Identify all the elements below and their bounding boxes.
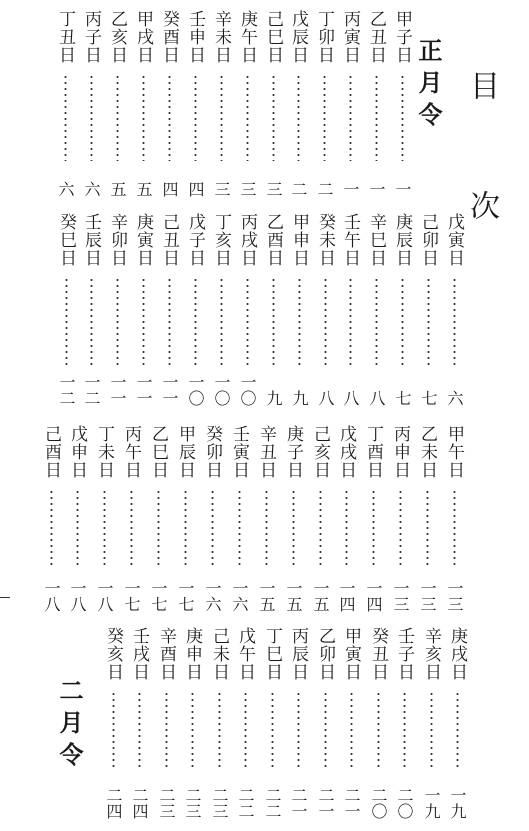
toc-entry-label: 癸丑日	[368, 627, 388, 681]
toc-entry[interactable]	[54, 10, 76, 196]
toc-entry[interactable]	[106, 213, 128, 406]
toc-entry[interactable]	[420, 627, 442, 819]
toc-entry[interactable]	[287, 627, 309, 819]
toc-entry[interactable]	[340, 627, 362, 819]
dot-leader	[220, 277, 223, 366]
toc-entry-label: 癸未日	[315, 213, 335, 267]
dot-leader	[112, 691, 115, 770]
toc-entry-page: 一三	[391, 580, 410, 612]
toc-entry-label: 壬寅日	[229, 425, 249, 479]
dot-leader	[401, 277, 404, 366]
toc-entry[interactable]	[106, 10, 128, 196]
toc-entry[interactable]	[389, 425, 411, 612]
toc-entry[interactable]	[158, 213, 180, 406]
toc-entry[interactable]	[367, 627, 389, 819]
toc-entry-page: 二	[315, 181, 334, 197]
toc-entry-label: 戊戌日	[336, 425, 356, 479]
toc-entry[interactable]	[236, 10, 258, 196]
toc-entry[interactable]	[393, 627, 415, 819]
toc-entry-label: 丙申日	[390, 425, 410, 479]
toc-entry-page: 一三	[418, 580, 437, 612]
toc-entry[interactable]	[391, 213, 413, 406]
toc-entry-page: 一〇	[238, 374, 257, 406]
toc-entry[interactable]	[416, 425, 438, 612]
dot-leader	[65, 277, 68, 366]
toc-entry[interactable]	[234, 627, 256, 819]
toc-entry-label: 壬戌日	[129, 627, 149, 681]
toc-entry-page: 二四	[130, 787, 149, 819]
toc-entry[interactable]	[174, 425, 196, 612]
toc-entry-label: 辛酉日	[156, 627, 176, 681]
dot-leader	[191, 691, 194, 770]
toc-entry[interactable]	[314, 627, 336, 819]
toc-entry-label: 乙酉日	[263, 213, 283, 267]
toc-entry-page: 一一	[134, 374, 153, 406]
margin-mark	[0, 597, 10, 598]
toc-entry[interactable]	[228, 425, 250, 612]
toc-entry-label: 甲午日	[444, 425, 464, 479]
dot-leader	[272, 74, 275, 161]
toc-entry-page: 一五	[284, 580, 303, 612]
toc-entry-page: 一六	[230, 580, 249, 612]
dot-leader	[426, 489, 429, 566]
toc-entry[interactable]	[261, 627, 283, 819]
toc-entry-page: 一五	[257, 580, 276, 612]
toc-entry-label: 壬辰日	[81, 213, 101, 267]
toc-entry-page: 一二	[82, 374, 101, 406]
toc-entry-label: 乙巳日	[148, 425, 168, 479]
toc-entry[interactable]	[236, 213, 258, 406]
dot-leader	[265, 489, 268, 566]
toc-entry-page: 九	[290, 390, 309, 406]
toc-entry-label: 戊寅日	[444, 213, 464, 267]
toc-entry-page: 七	[393, 390, 412, 406]
toc-entry-label: 辛巳日	[366, 213, 386, 267]
toc-entry-label: 辛未日	[211, 10, 231, 64]
toc-entry-page: 二	[289, 181, 308, 197]
toc-entry-label: 癸巳日	[56, 213, 76, 267]
dot-leader	[218, 691, 221, 770]
toc-entry-label: 丙戌日	[237, 213, 257, 267]
dot-leader	[130, 489, 133, 566]
toc-entry-label: 甲辰日	[175, 425, 195, 479]
toc-entry-label: 丁丑日	[55, 10, 75, 64]
toc-entry-label: 己亥日	[310, 425, 330, 479]
toc-entry[interactable]	[314, 213, 336, 406]
toc-entry-page: 七	[419, 390, 438, 406]
toc-entry[interactable]	[184, 10, 206, 196]
dot-leader	[142, 277, 145, 366]
toc-entry-page: 八	[316, 390, 335, 406]
toc-entry[interactable]	[288, 213, 310, 406]
toc-entry[interactable]	[208, 627, 230, 819]
toc-entry-label: 庚辰日	[392, 213, 412, 267]
toc-entry-page: 二二	[236, 787, 255, 819]
toc-entry-page: 五	[134, 181, 153, 197]
toc-entry-page: 一七	[122, 580, 141, 612]
toc-entry[interactable]	[255, 425, 277, 612]
toc-entry-label: 己巳日	[263, 10, 283, 64]
dot-leader	[90, 277, 93, 366]
month-heading-0: 正月令	[414, 38, 443, 134]
toc-entry-label: 戊辰日	[288, 10, 308, 64]
dot-leader	[272, 277, 275, 366]
toc-entry-page: 一三	[445, 580, 464, 612]
dot-leader	[244, 691, 247, 770]
toc-entry[interactable]	[102, 627, 124, 819]
dot-leader	[271, 691, 274, 770]
toc-entry[interactable]	[80, 10, 102, 196]
toc-entry-page: 一六	[203, 580, 222, 612]
toc-entry-page: 二三	[183, 787, 202, 819]
toc-entry-page: 一四	[364, 580, 383, 612]
toc-entry-page: 三	[264, 181, 283, 197]
dot-leader	[319, 489, 322, 566]
toc-entry-label: 庚子日	[283, 425, 303, 479]
toc-entry-label: 己酉日	[41, 425, 61, 479]
toc-entry-page: 一七	[149, 580, 168, 612]
dot-leader	[76, 489, 79, 566]
toc-entry-page: 一〇	[186, 374, 205, 406]
toc-entry[interactable]	[362, 425, 384, 612]
dot-leader	[142, 74, 145, 161]
toc-entry[interactable]	[365, 10, 387, 196]
dot-leader	[246, 277, 249, 366]
toc-entry[interactable]	[184, 213, 206, 406]
toc-entry-label: 丙寅日	[340, 10, 360, 64]
dot-leader	[401, 74, 404, 161]
toc-entry-label: 辛卯日	[107, 213, 127, 267]
toc-entry-label: 戊申日	[67, 425, 87, 479]
dot-leader	[246, 74, 249, 161]
toc-entry-page: 六	[82, 181, 101, 197]
toc-entry-page: 一二	[57, 374, 76, 406]
toc-entry[interactable]	[335, 425, 357, 612]
toc-entry[interactable]	[128, 627, 150, 819]
toc-entry[interactable]	[155, 627, 177, 819]
toc-entry[interactable]	[93, 425, 115, 612]
toc-entry-page: 八	[367, 390, 386, 406]
dot-leader	[157, 489, 160, 566]
dot-leader	[456, 691, 459, 770]
toc-entry-label: 壬午日	[340, 213, 360, 267]
dot-leader	[184, 489, 187, 566]
dot-leader	[427, 277, 430, 366]
toc-entry-page: 二一	[289, 787, 308, 819]
dot-leader	[403, 691, 406, 770]
toc-entry[interactable]	[158, 10, 180, 196]
toc-entry-page: 四	[160, 181, 179, 197]
dot-leader	[375, 277, 378, 366]
dot-leader	[116, 74, 119, 161]
toc-entry[interactable]	[443, 213, 465, 406]
dot-leader	[349, 277, 352, 366]
toc-entry-label: 癸卯日	[202, 425, 222, 479]
dot-leader	[168, 277, 171, 366]
toc-entry-page: 一	[367, 181, 386, 197]
toc-entry-label: 己丑日	[159, 213, 179, 267]
toc-entry[interactable]	[287, 10, 309, 196]
dot-leader	[349, 74, 352, 161]
dot-leader	[297, 691, 300, 770]
toc-entry[interactable]	[446, 627, 468, 819]
dot-leader	[372, 489, 375, 566]
toc-entry[interactable]	[132, 213, 154, 406]
toc-entry-page: 一四	[337, 580, 356, 612]
toc-entry-page: 一九	[448, 787, 467, 819]
dot-leader	[345, 489, 348, 566]
toc-entry-page: 一	[393, 181, 412, 197]
dot-leader	[350, 691, 353, 770]
dot-leader	[165, 691, 168, 770]
toc-entry[interactable]	[120, 425, 142, 612]
toc-entry[interactable]	[339, 10, 361, 196]
dot-leader	[220, 74, 223, 161]
toc-entry-label: 丁卯日	[314, 10, 334, 64]
toc-entry-page: 二一	[342, 787, 361, 819]
toc-entry-label: 甲子日	[392, 10, 412, 64]
toc-entry-page: 二四	[104, 787, 123, 819]
dot-leader	[292, 489, 295, 566]
toc-entry-page: 一〇	[212, 374, 231, 406]
toc-entry[interactable]	[339, 213, 361, 406]
toc-entry-label: 壬子日	[394, 627, 414, 681]
dot-leader	[194, 74, 197, 161]
toc-entry-label: 己未日	[209, 627, 229, 681]
toc-entry-label: 丁巳日	[262, 627, 282, 681]
toc-entry-label: 庚申日	[182, 627, 202, 681]
toc-entry-page: 一一	[160, 374, 179, 406]
dot-leader	[324, 277, 327, 366]
dot-leader	[453, 277, 456, 366]
dot-leader	[194, 277, 197, 366]
toc-entry-page: 二二	[263, 787, 282, 819]
dot-leader	[430, 691, 433, 770]
dot-leader	[64, 74, 67, 161]
toc-entry-label: 丁未日	[94, 425, 114, 479]
dot-leader	[90, 74, 93, 161]
toc-entry-label: 辛亥日	[421, 627, 441, 681]
toc-entry[interactable]	[417, 213, 439, 406]
toc-entry-label: 庚戌日	[447, 627, 467, 681]
dot-leader	[453, 489, 456, 566]
dot-leader	[50, 489, 53, 566]
dot-leader	[297, 74, 300, 161]
dot-leader	[298, 277, 301, 366]
dot-leader	[377, 691, 380, 770]
toc-entry-page: 一五	[311, 580, 330, 612]
toc-entry-label: 乙卯日	[315, 627, 335, 681]
toc-entry-label: 戊子日	[185, 213, 205, 267]
toc-entry[interactable]	[365, 213, 387, 406]
toc-entry[interactable]	[66, 425, 88, 612]
toc-entry-page: 一八	[95, 580, 114, 612]
dot-leader	[211, 489, 214, 566]
dot-leader	[324, 691, 327, 770]
toc-entry-page: 六	[56, 181, 75, 197]
toc-entry-page: 六	[445, 390, 464, 406]
toc-entry[interactable]	[80, 213, 102, 406]
toc-entry[interactable]	[55, 213, 77, 406]
dot-leader	[238, 489, 241, 566]
toc-entry-label: 甲申日	[289, 213, 309, 267]
toc-entry-page: 一八	[68, 580, 87, 612]
toc-entry-page: 一一	[108, 374, 127, 406]
toc-entry[interactable]	[147, 425, 169, 612]
toc-entry-label: 庚寅日	[133, 213, 153, 267]
toc-entry-page: 四	[186, 181, 205, 197]
toc-entry-page: 八	[341, 390, 360, 406]
toc-entry-label: 甲戌日	[133, 10, 153, 64]
toc-entry-page: 二三	[157, 787, 176, 819]
toc-entry[interactable]	[313, 10, 335, 196]
toc-entry-page: 三	[238, 181, 257, 197]
toc-entry-page: 三	[212, 181, 231, 197]
toc-entry-label: 壬申日	[185, 10, 205, 64]
dot-leader	[399, 489, 402, 566]
toc-entry-label: 丙午日	[121, 425, 141, 479]
toc-entry-label: 丁酉日	[363, 425, 383, 479]
toc-entry-page: 一	[341, 181, 360, 197]
toc-entry-label: 癸酉日	[159, 10, 179, 64]
toc-entry[interactable]	[309, 425, 331, 612]
toc-entry[interactable]	[262, 213, 284, 406]
toc-entry[interactable]	[210, 213, 232, 406]
toc-entry-label: 丁亥日	[211, 213, 231, 267]
toc-entry-page: 五	[108, 181, 127, 197]
toc-entry[interactable]	[443, 425, 465, 612]
dot-leader	[375, 74, 378, 161]
toc-entry-page: 二〇	[369, 787, 388, 819]
toc-entry[interactable]	[210, 10, 232, 196]
dot-leader	[168, 74, 171, 161]
toc-entry-page: 一九	[422, 787, 441, 819]
toc-entry-label: 己卯日	[418, 213, 438, 267]
toc-entry[interactable]	[391, 10, 413, 196]
month-heading-3: 二月令	[55, 678, 84, 774]
toc-entry-page: 二一	[316, 787, 335, 819]
dot-leader	[138, 691, 141, 770]
toc-entry[interactable]	[262, 10, 284, 196]
toc-entry[interactable]	[40, 425, 62, 612]
toc-entry-label: 丙子日	[81, 10, 101, 64]
toc-entry-label: 乙未日	[417, 425, 437, 479]
dot-leader	[116, 277, 119, 366]
toc-entry-page: 九	[264, 390, 283, 406]
dot-leader	[103, 489, 106, 566]
toc-entry-label: 癸亥日	[103, 627, 123, 681]
dot-leader	[323, 74, 326, 161]
toc-entry[interactable]	[132, 10, 154, 196]
toc-entry-page: 二三	[210, 787, 229, 819]
toc-entry-label: 乙丑日	[366, 10, 386, 64]
toc-entry-label: 乙亥日	[107, 10, 127, 64]
toc-entry-label: 丙辰日	[288, 627, 308, 681]
toc-entry[interactable]	[201, 425, 223, 612]
toc-entry-label: 甲寅日	[341, 627, 361, 681]
toc-entry-page: 二〇	[395, 787, 414, 819]
toc-entry[interactable]	[282, 425, 304, 612]
toc-entry-label: 辛丑日	[256, 425, 276, 479]
page-title: 目次	[464, 70, 499, 310]
toc-entry-page: 一八	[42, 580, 61, 612]
toc-entry-label: 戊午日	[235, 627, 255, 681]
toc-entry-page: 一七	[176, 580, 195, 612]
toc-entry[interactable]	[181, 627, 203, 819]
toc-entry-label: 庚午日	[237, 10, 257, 64]
